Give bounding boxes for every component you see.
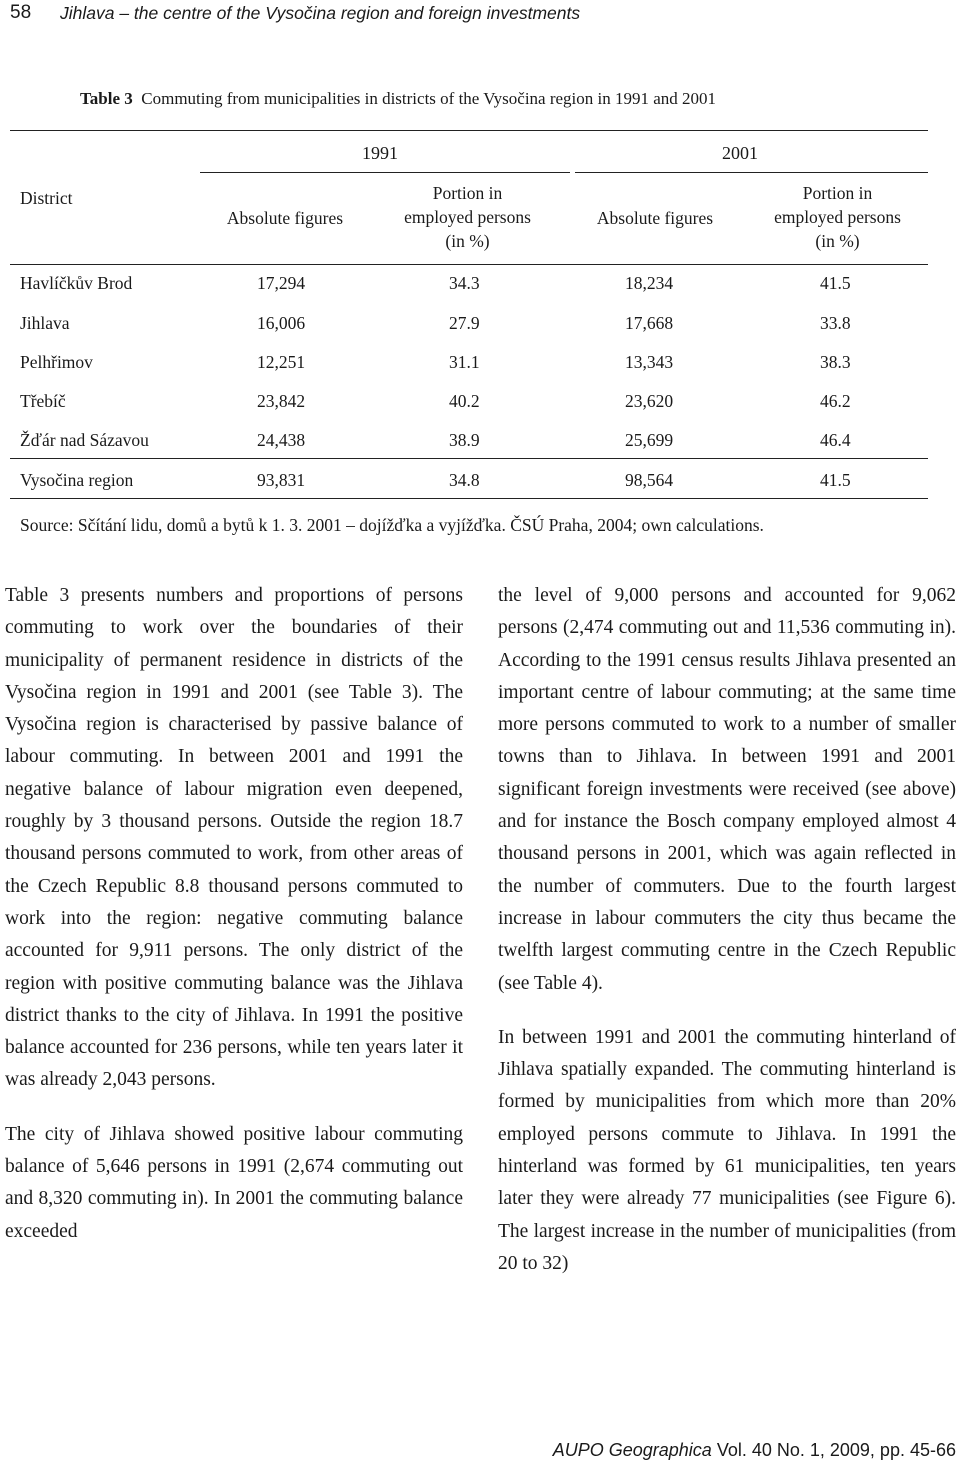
table-caption-text: Commuting from municipalities in districts of the Vysočina region in 1991 and 2001	[141, 89, 717, 108]
cell-pct-1991: 31.1	[449, 352, 480, 372]
cell-pct-2001: 41.5	[820, 470, 851, 490]
header-district: District	[20, 188, 73, 208]
paragraph: In between 1991 and 2001 the commuting hinterland of Jihlava spatially expanded. The commuting hinterland is formed by municipalities from which more than 20% employed persons commute to Jihlava. In 1991 the hinterland was formed by 61 municipalities, ten years later they were already 77 municipalities (see Figure 6). The largest increase in the number of municipalities (from 20 to 32)	[498, 1026, 956, 1274]
cell-pct-2001: 46.2	[820, 391, 851, 411]
cell-abs-2001: 25,699	[625, 430, 674, 450]
table-top-rule	[10, 130, 928, 131]
cell-pct-1991: 34.8	[449, 470, 480, 490]
header-portion-line: Portion in	[432, 183, 503, 203]
cell-abs-1991: 17,294	[257, 273, 306, 293]
cell-abs-2001: 98,564	[625, 470, 674, 490]
table-total-rule	[10, 458, 928, 459]
cell-pct-2001: 33.8	[820, 313, 851, 333]
header-portion-line: Portion in	[802, 183, 873, 203]
header-portion-1991	[380, 181, 555, 253]
table-source: Source: Sčítání lidu, domů a bytů k 1. 3. 2001 – dojížďka a vyjížďka. ČSÚ Praha, 2004; own calculations.	[20, 515, 764, 535]
body-column-left	[5, 580, 463, 1248]
header-absolute-2001: Absolute figures	[596, 208, 714, 228]
table-bottom-rule	[10, 498, 928, 499]
cell-abs-1991: 93,831	[257, 470, 306, 490]
header-portion-2001	[750, 181, 925, 253]
cell-abs-2001: 18,234	[625, 273, 674, 293]
cell-district: Žďár nad Sázavou	[20, 430, 149, 450]
footer-details: Vol. 40 No. 1, 2009, pp. 45-66	[716, 1440, 956, 1460]
cell-pct-2001: 41.5	[820, 273, 851, 293]
cell-abs-2001: 13,343	[625, 352, 674, 372]
paragraph: The city of Jihlava showed positive labour commuting balance of 5,646 persons in 1991 (2,674 commuting out and 8,320 commuting in). In 2001 the commuting balance exceeded	[5, 1123, 463, 1242]
year-header-2001: 2001	[722, 143, 758, 163]
table-caption	[80, 89, 716, 109]
cell-pct-2001: 38.3	[820, 352, 851, 372]
cell-abs-1991: 24,438	[257, 430, 306, 450]
year-header-1991: 1991	[362, 143, 398, 163]
cell-pct-1991: 34.3	[449, 273, 480, 293]
cell-abs-1991: 12,251	[257, 352, 306, 372]
cell-district: Třebíč	[20, 391, 66, 411]
cell-district: Jihlava	[20, 313, 70, 333]
footer-journal: AUPO Geographica	[552, 1440, 712, 1460]
cell-pct-1991: 38.9	[449, 430, 480, 450]
cell-pct-2001: 46.4	[820, 430, 851, 450]
year-rule-2001	[575, 172, 928, 173]
cell-abs-2001: 17,668	[625, 313, 674, 333]
cell-abs-1991: 16,006	[257, 313, 306, 333]
cell-pct-1991: 40.2	[449, 391, 480, 411]
header-portion-line: employed persons	[404, 207, 531, 227]
header-absolute-1991: Absolute figures	[226, 208, 344, 228]
body-column-right	[498, 580, 956, 1280]
year-rule-1991	[200, 172, 570, 173]
header-portion-line: employed persons	[774, 207, 901, 227]
header-portion-line: (in %)	[815, 231, 860, 251]
cell-district: Pelhřimov	[20, 352, 93, 372]
page-header	[8, 0, 948, 30]
table-caption-label: Table 3	[80, 89, 133, 108]
page-footer	[553, 1440, 956, 1461]
table-header-rule	[10, 264, 928, 265]
cell-abs-2001: 23,620	[625, 391, 674, 411]
header-portion-line: (in %)	[445, 231, 490, 251]
cell-pct-1991: 27.9	[449, 313, 480, 333]
cell-district: Vysočina region	[20, 470, 134, 490]
page-number: 58	[10, 2, 32, 23]
cell-abs-1991: 23,842	[257, 391, 306, 411]
paragraph: Table 3 presents numbers and proportions of persons commuting to work over the boundaries of their municipality of permanent residence in districts of the Vysočina region in 1991 and 2001 (see Table 3). The Vysočina region is characterised by passive balance of labour commuting. In between 2001 and 1991 the negative balance of labour migration even deepened, roughly by 3 thousand persons. Outside the region 18.7 thousand persons commuted to work, from other areas of the Czech Republic 8.8 thousand persons commuted to work into the region: negative commuting balance accounted for 9,911 persons. The only district of the region with positive commuting balance was the Jihlava district thanks to the city of Jihlava. In 1991 the positive balance accounted for 236 persons, while ten years later it was already 2,043 persons.	[5, 585, 463, 1091]
running-title: Jihlava – the centre of the Vysočina region and foreign investments	[60, 3, 581, 23]
paragraph: the level of 9,000 persons and accounted for 9,062 persons (2,474 commuting out and 11,536 commuting in). According to the 1991 census results Jihlava presented an important centre of labour commuting; at the same time more persons commuted to work to a number of smaller towns than to Jihlava. In between 1991 and 2001 significant foreign investments were received (see above) and for instance the Bosch company employed almost 4 thousand persons in 2001, which was again reflected in the number of commuters. Due to the fourth largest increase in labour commuters the city thus became the twelfth largest commuting centre in the Czech Republic (see Table 4).	[498, 585, 956, 994]
cell-district: Havlíčkův Brod	[20, 273, 133, 293]
